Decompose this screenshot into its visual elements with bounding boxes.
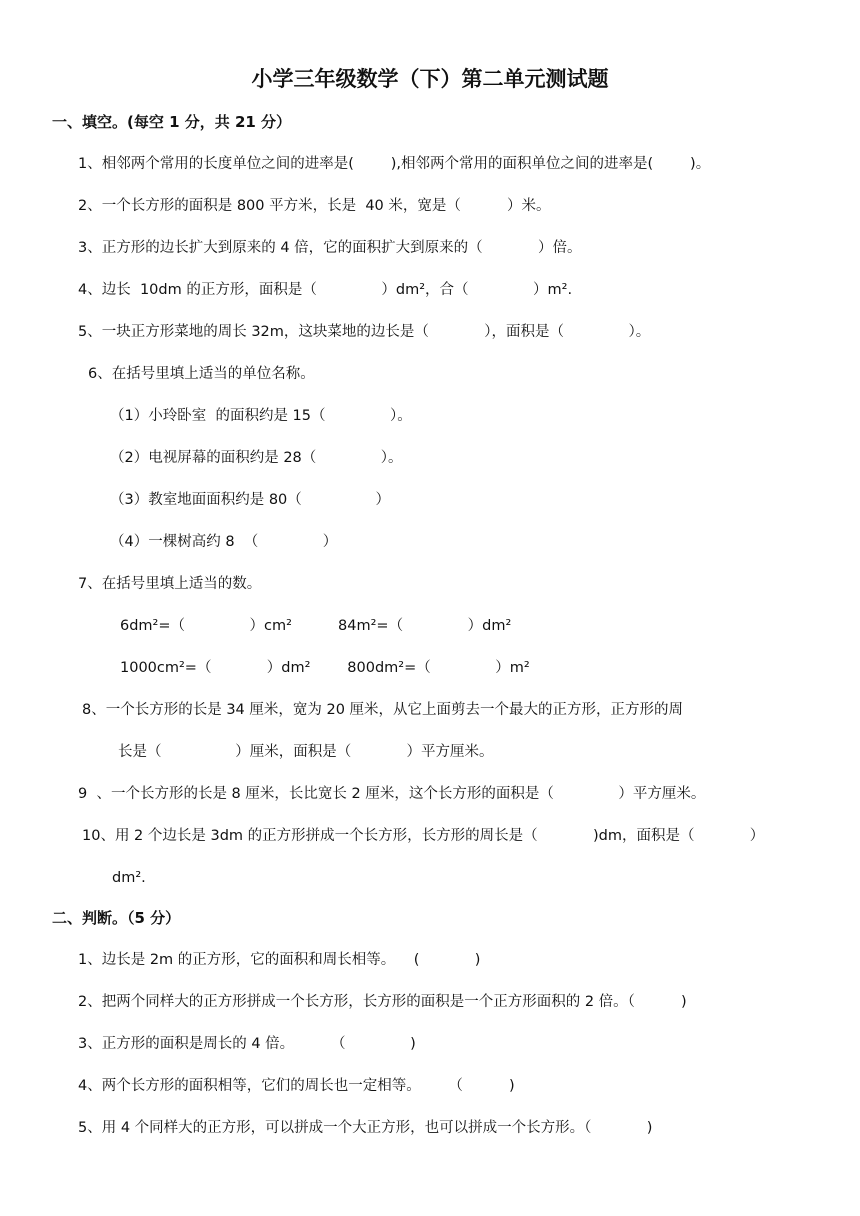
question-2-1: 1、边长是 2m 的正方形，它的面积和周长相等。 ( ) — [78, 952, 481, 968]
section-heading-fill-in: 一、填空。(每空 1 分，共 21 分） — [52, 113, 292, 131]
question-2-4: 4、两个长方形的面积相等，它们的周长也一定相等。 （ ) — [78, 1078, 515, 1094]
question-1-7: 7、在括号里填上适当的数。 — [78, 576, 262, 592]
question-1-5: 5、一块正方形菜地的周长 32m，这块菜地的边长是（ ），面积是（ ）。 — [78, 324, 651, 340]
question-1-8-line-2: 长是（ ）厘米，面积是（ ）平方厘米。 — [118, 744, 494, 760]
question-1-7-row-2: 1000cm²=（ ）dm² 800dm²=（ ）m² — [120, 660, 530, 676]
question-1-6-sub-1: （1）小玲卧室 的面积约是 15（ ）。 — [110, 408, 412, 424]
question-1-1: 1、相邻两个常用的长度单位之间的进率是( ),相邻两个常用的面积单位之间的进率是( )。 — [78, 156, 711, 172]
question-1-6-sub-3: （3）教室地面面积约是 80（ ） — [110, 492, 391, 508]
question-2-3: 3、正方形的面积是周长的 4 倍。 （ ) — [78, 1036, 416, 1052]
page-title: 小学三年级数学（下）第二单元测试题 — [251, 67, 609, 91]
question-2-2: 2、把两个同样大的正方形拼成一个长方形，长方形的面积是一个正方形面积的 2 倍。（ ) — [78, 994, 687, 1010]
question-1-7-row-1: 6dm²=（ ）cm² 84m²=（ ）dm² — [120, 618, 512, 634]
question-1-10-line-2: dm². — [112, 870, 146, 886]
question-1-4: 4、边长 10dm 的正方形，面积是（ ）dm²，合（ ）m². — [78, 282, 573, 298]
question-1-9: 9 、一个长方形的长是 8 厘米，长比宽长 2 厘米，这个长方形的面积是（ ）平方厘米。 — [78, 786, 706, 802]
question-1-3: 3、正方形的边长扩大到原来的 4 倍，它的面积扩大到原来的（ ）倍。 — [78, 240, 582, 256]
question-1-8-line-1: 8、一个长方形的长是 34 厘米，宽为 20 厘米，从它上面剪去一个最大的正方形，正方形的周 — [82, 702, 684, 718]
section-heading-true-false: 二、判断。（5 分） — [52, 909, 181, 927]
question-1-6: 6、在括号里填上适当的单位名称。 — [88, 366, 315, 382]
question-1-10-line-1: 10、用 2 个边长是 3dm 的正方形拼成一个长方形，长方形的周长是（ )dm，面积是（ ） — [82, 828, 765, 844]
question-1-6-sub-4: （4）一棵树高约 8 （ ） — [110, 534, 338, 550]
question-1-6-sub-2: （2）电视屏幕的面积约是 28（ ）。 — [110, 450, 403, 466]
question-1-2: 2、一个长方形的面积是 800 平方米，长是 40 米，宽是（ ）米。 — [78, 198, 551, 214]
question-2-5: 5、用 4 个同样大的正方形，可以拼成一个大正方形，也可以拼成一个长方形。（ ) — [78, 1120, 653, 1136]
